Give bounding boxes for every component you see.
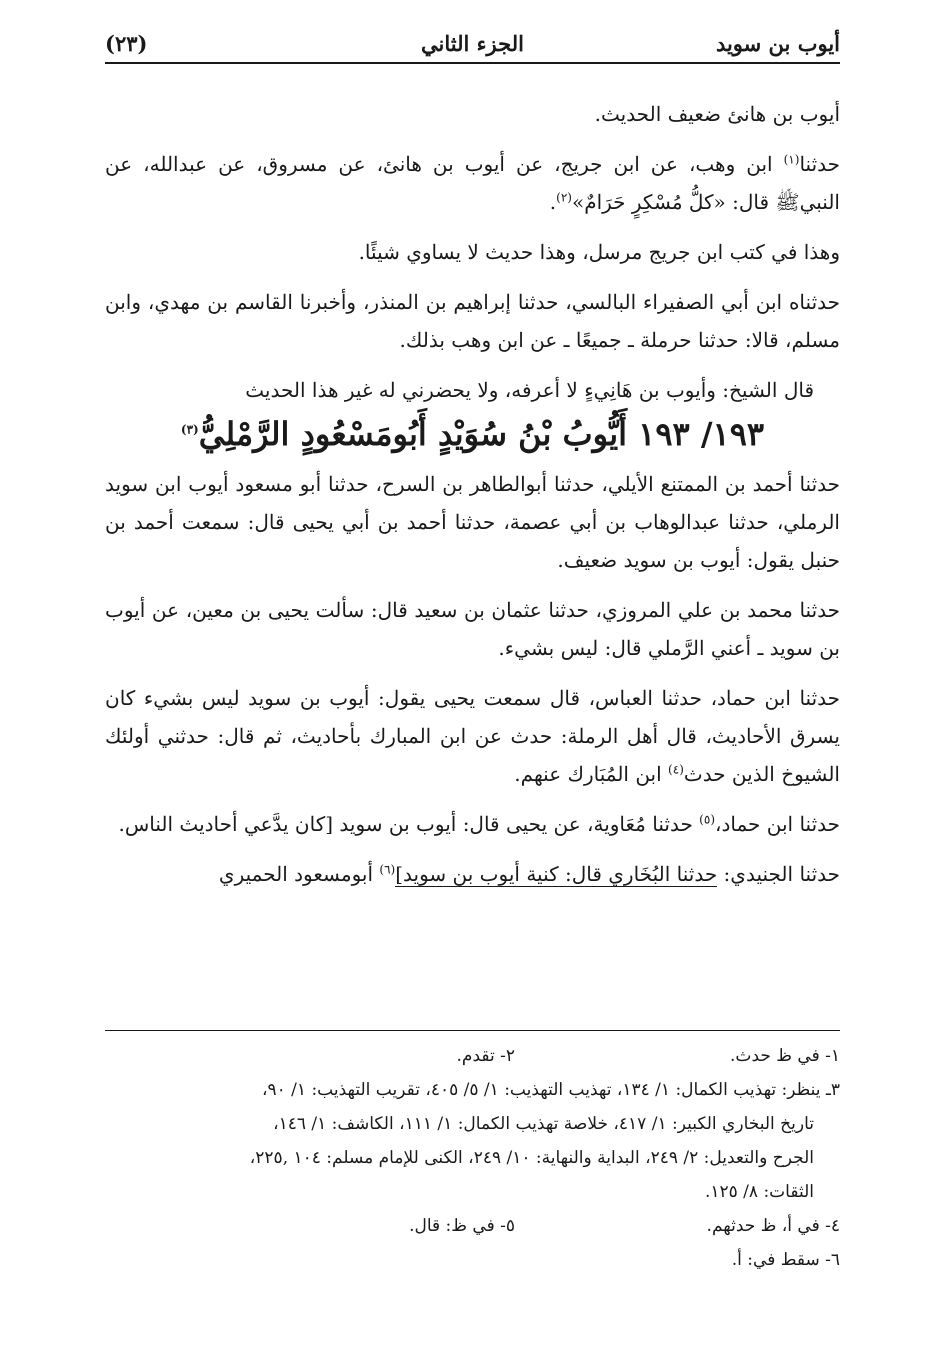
paragraph-10 [105, 855, 840, 893]
paragraph-8-text: حدثنا ابن حماد، حدثنا العباس، قال سمعت يحيى يقول: أيوب بن سويد ليس بشيء كان يسرق الأحاديث، قال أهل الرملة: حدث عن ابن المبارك بأحاديث، ثم قال: حدثني أولئك الشيوخ الذين حدث [105, 686, 840, 786]
footnote-ref-3: (٣) [180, 422, 199, 437]
footnote-row-2 [105, 1209, 840, 1243]
volume-title: الجزء الثاني [421, 31, 524, 56]
paragraph-3: وهذا في كتب ابن جريج مرسل، وهذا حديث لا يساوي شيئًا. [358, 240, 840, 264]
footnote-2: ٢- تقدم. [456, 1046, 515, 1066]
paragraph-2 [105, 145, 840, 221]
footnote-ref-4: (٤) [668, 762, 684, 777]
footnote-3-line-2: تاريخ البخاري الكبير: ١/ ٤١٧، خلاصة تهذيب الكمال: ١/ ١١١، الكاشف: ١/ ١٤٦، [273, 1114, 814, 1134]
footnote-ref-1: (١) [783, 152, 800, 167]
footnote-ref-6: (٦) [379, 862, 396, 877]
running-title: أيوب بن سويد [715, 31, 840, 56]
footnote-3-line-4: الثقات: ٨/ ١٢٥. [704, 1182, 814, 1202]
paragraph-10-start: حدثنا الجنيدي: [717, 862, 840, 886]
paragraph-2-text: ابن وهب، عن ابن جريج، عن أيوب بن هانئ، عن مسروق، عن عبدالله، عن النبيﷺ قال: «كلُّ مُسْكِرٍ حَرَامٌ» [105, 152, 840, 214]
paragraph-7: حدثنا محمد بن علي المروزي، حدثنا عثمان بن سعيد قال: سألت يحيى بن معين، عن أيوب بن سويد ـ أعني الرَّملي قال: ليس بشيء. [105, 598, 840, 660]
paragraph-2-start: حدثنا [799, 152, 840, 176]
paragraph-8 [105, 679, 840, 793]
paragraph-9-start: حدثنا ابن حماد، [715, 812, 840, 836]
paragraph-9 [105, 805, 840, 843]
footnote-ref-5: (٥) [699, 812, 715, 827]
sheikh-remark: قال الشيخ: وأيوب بن هَانِيءٍ لا أعرفه، ولا يحضرني له غير هذا الحديث [245, 378, 814, 402]
paragraph-10-end: أبومسعود الحميري [218, 862, 380, 886]
running-header [105, 28, 840, 64]
footnote-4: ٤- في أ، ظ حدثهم. [706, 1216, 840, 1236]
paragraph-10-underlined: حدثنا البُخَاري قال: كنية أيوب بن سويد] [395, 862, 718, 886]
footnotes [105, 1030, 840, 1277]
footnote-3-line-3: الجرح والتعديل: ٢/ ٢٤٩، البداية والنهاية: ١٠/ ٢٤٩، الكنى للإمام مسلم: ١٠٤ ,٢٢٥، [249, 1148, 814, 1168]
footnote-row-1 [105, 1039, 840, 1073]
footnote-6: ٦- سقط في: أ. [731, 1250, 840, 1270]
entry-heading-text: ١٩٣/ ١٩٣ أَيُّوبُ بْنُ سُوَيْدٍ أَبُومَسْعُودٍ الرَّمْلِيُّ [198, 415, 765, 453]
main-text [105, 95, 840, 905]
footnote-5: ٥- في ظ: قال. [409, 1216, 515, 1236]
paragraph-9-text: حدثنا مُعَاوية، عن يحيى قال: أيوب بن سويد [كان يدَّعي أحاديث الناس. [118, 812, 700, 836]
paragraph-6: حدثنا أحمد بن الممتنع الأيلي، حدثنا أبوالطاهر بن السرح، حدثنا أبو مسعود أيوب ابن سويد الرملي، حدثنا عبدالوهاب بن أبي عصمة، حدثنا أحمد بن أبي يحيى قال: سمعت أحمد بن حنبل يقول: أيوب بن سويد ضعيف. [105, 472, 840, 572]
footnote-1: ١- في ظ حدث. [730, 1046, 840, 1066]
paragraph-1: أيوب بن هانئ ضعيف الحديث. [594, 102, 840, 126]
paragraph-2-end: . [549, 190, 557, 214]
footnote-ref-2: (٢) [556, 190, 572, 205]
entry-heading [105, 413, 840, 455]
paragraph-8-end: ابن المُبَارك عنهم. [514, 762, 669, 786]
paragraph-4: حدثناه ابن أبي الصفيراء البالسي، حدثنا إبراهيم بن المنذر، وأخبرنا القاسم بن مهدي، وابن مسلم، قالا: حدثنا حرملة ـ جميعًا ـ عن ابن وهب بذلك. [105, 290, 840, 352]
page-number: (٢٣) [105, 31, 148, 56]
footnote-3-line-1: ٣ـ ينظر: تهذيب الكمال: ١/ ١٣٤، تهذيب التهذيب: ١/ ٥/ ٤٠٥، تقريب التهذيب: ١/ ٩٠، [262, 1080, 840, 1100]
